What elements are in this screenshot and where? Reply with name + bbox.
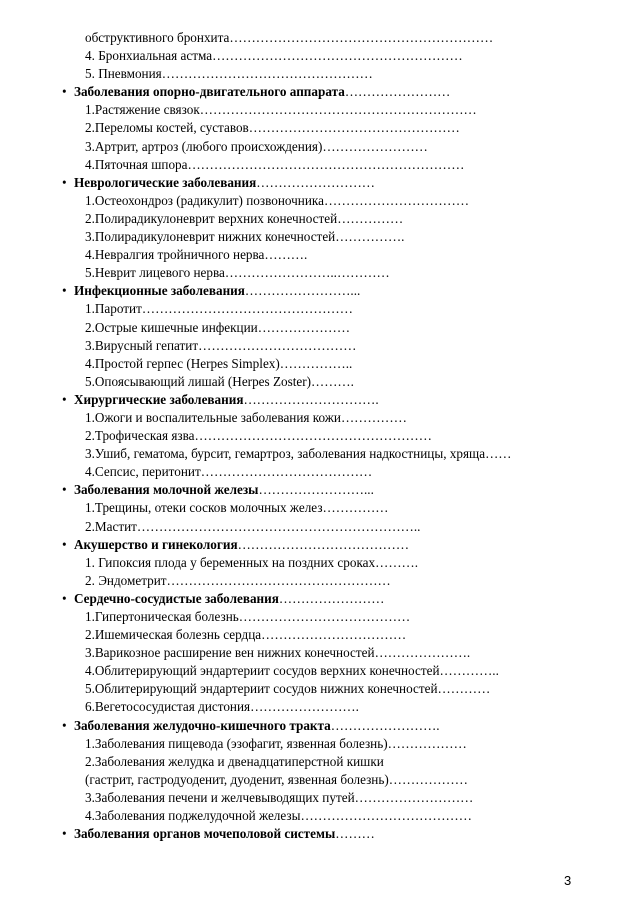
toc-leader-dots: ……………………………………………… <box>194 428 432 444</box>
toc-section-heading <box>0 481 638 499</box>
toc-entry-label: 3.Артрит, артроз (любого происхождения) <box>85 138 323 154</box>
bullet-icon: • <box>62 391 67 407</box>
table-of-contents <box>0 29 638 843</box>
toc-leader-dots: ………………………………… <box>200 464 373 480</box>
toc-entry <box>0 572 638 590</box>
toc-entry <box>0 119 638 137</box>
toc-leader-dots: ………. <box>311 373 354 389</box>
toc-entry-label: 2.Переломы костей, суставов <box>85 120 249 136</box>
toc-entry-label: 4.Сепсис, перитонит <box>85 464 201 480</box>
toc-entry-label: 3.Вирусный гепатит <box>85 337 199 353</box>
toc-leader-dots: ………………… <box>257 319 351 335</box>
toc-entry-label: Хирургические заболевания <box>74 391 244 407</box>
toc-entry <box>0 319 638 337</box>
toc-leader-dots: …………… <box>337 210 404 226</box>
toc-entry <box>0 735 638 753</box>
toc-entry <box>0 300 638 318</box>
toc-entry-label: 4.Невралгия тройничного нерва <box>85 247 265 263</box>
toc-entry <box>0 499 638 517</box>
toc-entry <box>0 47 638 65</box>
toc-entry-label: 1.Трещины, отеки сосков молочных желез <box>85 500 323 516</box>
toc-leader-dots: ………………………………… <box>300 808 472 824</box>
toc-leader-dots: ………. <box>264 247 308 263</box>
toc-entry-label: 3.Полирадикулоневрит нижних конечностей <box>85 229 336 245</box>
toc-entry-label: 1.Паротит <box>85 301 142 317</box>
bullet-icon: • <box>62 826 67 842</box>
toc-entry <box>0 138 638 156</box>
toc-leader-dots: ………………………………………………… <box>212 48 463 64</box>
toc-entry <box>0 228 638 246</box>
toc-entry <box>0 29 638 47</box>
toc-entry-label: Заболевания желудочно-кишечного тракта <box>74 717 331 733</box>
toc-leader-dots: ……………………. <box>330 717 440 733</box>
toc-entry-label: 3.Заболевания печени и желчевыводящих путей <box>85 789 355 805</box>
bullet-icon: • <box>62 283 67 299</box>
toc-entry <box>0 445 638 463</box>
toc-entry-label: 5.Неврит лицевого нерва <box>85 265 225 281</box>
toc-entry <box>0 698 638 716</box>
toc-leader-dots: …………… <box>340 409 407 425</box>
toc-entry <box>0 210 638 228</box>
toc-entry-label: Заболевания молочной железы <box>74 482 259 498</box>
bullet-icon: • <box>62 84 67 100</box>
toc-entry <box>0 463 638 481</box>
toc-entry-label: 1.Заболевания пищевода (эзофагит, язвенная болезнь) <box>85 735 388 751</box>
toc-entry-label: 5. Пневмония <box>85 66 162 82</box>
toc-entry <box>0 554 638 572</box>
toc-section-heading <box>0 825 638 843</box>
toc-entry <box>0 264 638 282</box>
toc-entry-label: 2. Эндометрит <box>85 572 167 588</box>
toc-entry-label: 1.Гипертоническая болезнь <box>85 609 239 624</box>
toc-entry-label: Заболевания органов мочеполовой системы <box>74 826 336 842</box>
toc-leader-dots: ……………………… <box>354 789 474 805</box>
toc-entry-label: 4.Пяточная шпора <box>85 156 188 172</box>
toc-leader-dots: ………… <box>437 681 491 697</box>
toc-section-heading <box>0 83 638 101</box>
toc-leader-dots: ……………………... <box>258 482 374 498</box>
toc-leader-dots: ……………………... <box>244 283 361 299</box>
toc-entry <box>0 644 638 662</box>
toc-leader-dots: ……………… <box>388 771 468 787</box>
toc-leader-dots: ……………… <box>387 735 467 751</box>
toc-entry <box>0 355 638 373</box>
toc-leader-dots: ………………………………… <box>237 536 410 552</box>
toc-entry-label: 5.Опоясывающий лишай (Herpes Zoster) <box>85 373 312 389</box>
toc-entry-label: Акушерство и гинекология <box>74 536 238 552</box>
toc-leader-dots: ……………………… <box>256 174 375 190</box>
toc-section-heading <box>0 590 638 608</box>
page-number: 3 <box>564 873 572 888</box>
toc-entry-label: 4.Облитерирующий эндартериит сосудов верхних конечностей <box>85 663 440 679</box>
bullet-icon: • <box>62 482 67 498</box>
toc-leader-dots: ……………………………………………………….. <box>136 518 421 534</box>
toc-entry <box>0 789 638 807</box>
toc-leader-dots: …………………… <box>278 590 385 606</box>
toc-leader-dots: ……………………………………………………… <box>199 102 477 118</box>
toc-entry <box>0 771 638 789</box>
bullet-icon: • <box>62 717 67 733</box>
toc-entry <box>0 662 638 680</box>
toc-leader-dots: ………………………………………… <box>248 120 460 136</box>
toc-leader-dots: …… <box>485 446 512 462</box>
toc-entry-label: 1.Ожоги и воспалительные заболевания кожи <box>85 409 341 425</box>
toc-entry-label: Заболевания опорно-двигательного аппарата <box>74 84 345 100</box>
toc-entry <box>0 680 638 698</box>
toc-entry <box>0 156 638 174</box>
toc-entry-label: 6.Вегетососудистая дистония <box>85 699 251 715</box>
toc-entry-label: Неврологические заболевания <box>74 174 257 190</box>
toc-leader-dots: ……………………. <box>250 699 359 715</box>
toc-leader-dots: ……………………………… <box>198 337 357 353</box>
toc-entry-label: 2.Полирадикулоневрит верхних конечностей <box>85 210 338 226</box>
toc-section-heading <box>0 174 638 192</box>
toc-leader-dots: ………………………………………… <box>141 301 353 317</box>
toc-leader-dots: ………………………………… <box>238 609 411 624</box>
toc-entry-label: обструктивного бронхита <box>85 30 230 45</box>
toc-entry-label: 3.Варикозное расширение вен нижних конечностей <box>85 645 375 661</box>
toc-leader-dots: …………………. <box>374 645 471 661</box>
toc-entry <box>0 409 638 427</box>
bullet-icon: • <box>62 590 67 606</box>
toc-entry-label: 2.Трофическая язва <box>85 428 195 444</box>
bullet-icon: • <box>62 174 67 190</box>
toc-leader-dots: …………………… <box>344 84 451 100</box>
toc-entry-label: 5.Облитерирующий эндартериит сосудов нижних конечностей <box>85 681 438 697</box>
toc-entry <box>0 192 638 210</box>
toc-entry <box>0 608 638 626</box>
toc-leader-dots: ………. <box>375 554 418 570</box>
toc-entry <box>0 427 638 445</box>
toc-entry <box>0 337 638 355</box>
toc-entry-label: 1.Остеохондроз (радикулит) позвоночника <box>85 192 324 208</box>
toc-leader-dots: …………………………………………… <box>166 572 391 588</box>
toc-entry <box>0 753 638 771</box>
toc-leader-dots: ……… <box>335 826 375 842</box>
toc-leader-dots: …………………………… <box>323 192 469 208</box>
toc-entry <box>0 101 638 119</box>
toc-entry-label: 2.Заболевания желудка и двенадцатиперстной кишки <box>85 753 384 769</box>
toc-entry <box>0 373 638 391</box>
toc-entry-label: Сердечно-сосудистые заболевания <box>74 590 279 606</box>
toc-entry-label: (гастрит, гастродуоденит, дуоденит, язвенная болезнь) <box>85 771 389 787</box>
toc-entry-label: 4.Простой герпес (Herpes Simplex) <box>85 355 280 371</box>
toc-leader-dots: …………… <box>322 500 389 516</box>
toc-section-heading <box>0 536 638 554</box>
toc-section-heading <box>0 391 638 409</box>
toc-entry-label: 1. Гипоксия плода у беременных на поздних сроках <box>85 554 376 570</box>
toc-leader-dots: …………….. <box>279 355 353 371</box>
toc-section-heading <box>0 717 638 735</box>
toc-entry-label: 4. Бронхиальная астма <box>85 48 213 64</box>
toc-leader-dots: ……………. <box>335 229 405 245</box>
toc-entry <box>0 626 638 644</box>
toc-entry-label: 2.Острые кишечные инфекции <box>85 319 258 335</box>
toc-entry-label: 2.Ишемическая болезнь сердца <box>85 627 262 643</box>
toc-entry <box>0 518 638 536</box>
toc-entry-label: 2.Мастит <box>85 518 137 534</box>
toc-entry-label: 3.Ушиб, гематома, бурсит, гемартроз, заболевания надкостницы, хряща <box>85 446 486 462</box>
toc-entry <box>0 807 638 825</box>
toc-entry <box>0 246 638 264</box>
toc-entry-label: 4.Заболевания поджелудочной железы <box>85 808 301 824</box>
toc-section-heading <box>0 282 638 300</box>
bullet-icon: • <box>62 536 67 552</box>
toc-entry <box>0 65 638 83</box>
toc-leader-dots: ……………………..………… <box>224 265 390 281</box>
toc-leader-dots: …………………………. <box>243 391 379 407</box>
toc-entry-label: 1.Растяжение связок <box>85 102 200 118</box>
toc-leader-dots: ………….. <box>439 663 499 679</box>
toc-leader-dots: ………………………………………… <box>161 66 373 82</box>
toc-leader-dots: …………………………… <box>261 627 407 643</box>
toc-entry-label: Инфекционные заболевания <box>74 283 245 299</box>
toc-leader-dots: …………………………………………………… <box>229 30 494 45</box>
toc-leader-dots: ……………………………………………………… <box>187 156 465 172</box>
toc-leader-dots: …………………… <box>322 138 428 154</box>
